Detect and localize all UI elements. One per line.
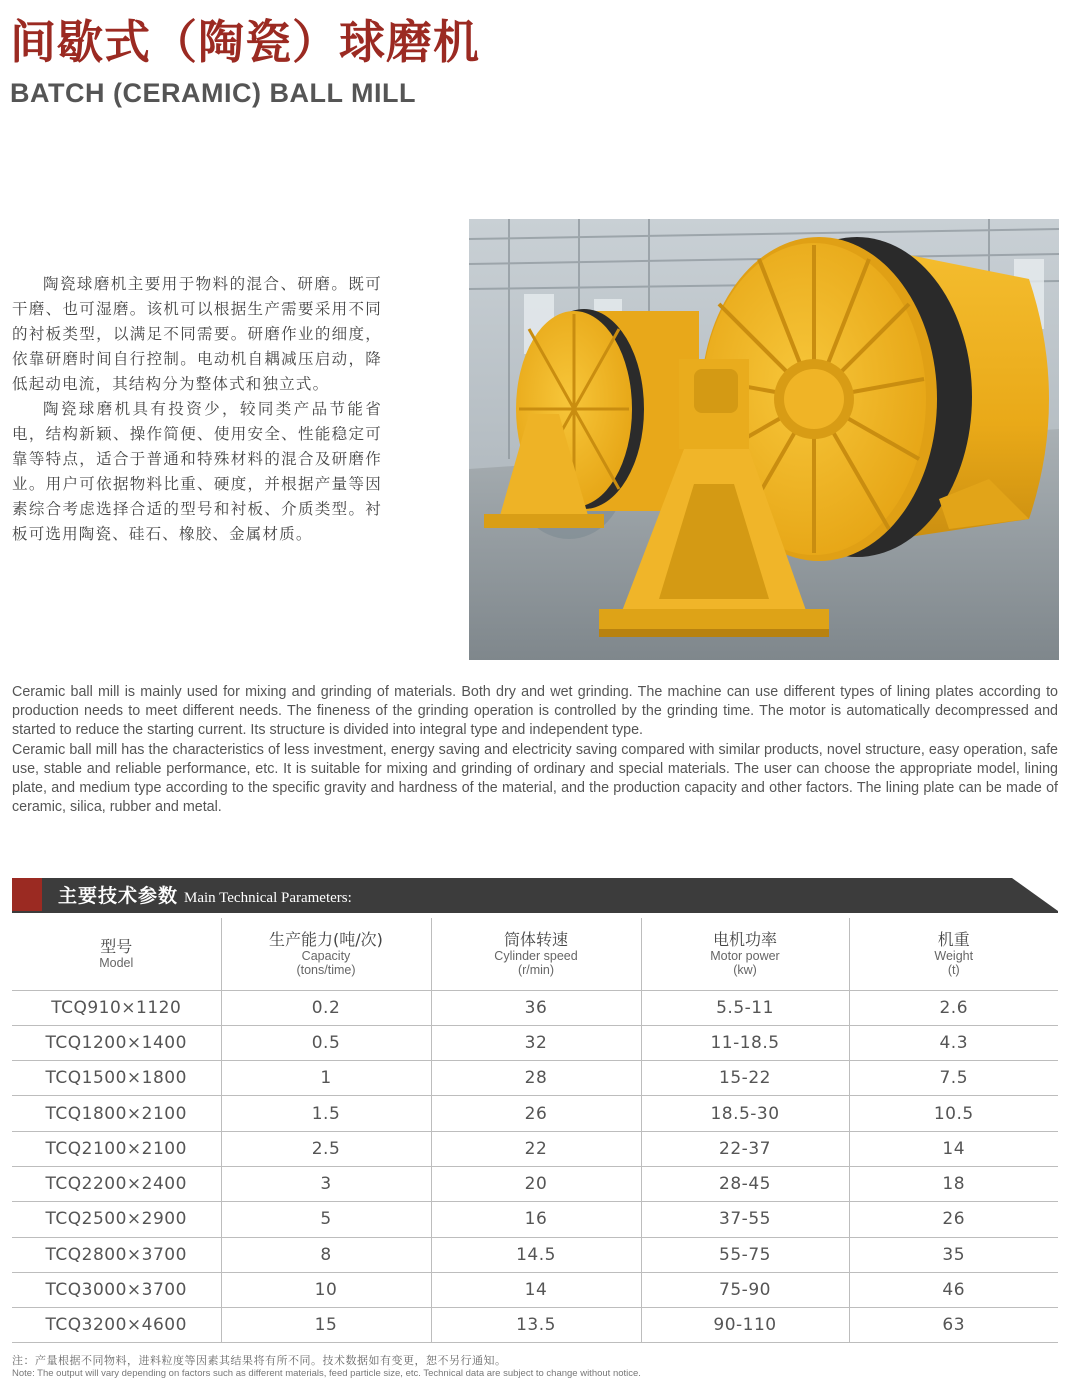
description-cn-paragraph: 陶瓷球磨机具有投资少，较同类产品节能省电，结构新颖、操作简便、使用安全、性能稳定可靠等特点，适合于普通和特殊材料的混合及研磨作业。用户可依据物料比重、硬度，并根据产量等因素综合考虑选择合适的型号和衬板、介质类型。衬板可选用陶瓷、硅石、橡胶、金属材质。	[12, 400, 382, 543]
cell-model: TCQ2500×2900	[12, 1202, 221, 1237]
cell-capacity: 1	[221, 1061, 431, 1096]
cell-speed: 32	[431, 1025, 641, 1060]
cell-model: TCQ910×1120	[12, 990, 221, 1025]
cell-power: 18.5-30	[641, 1096, 849, 1131]
cell-power: 22-37	[641, 1131, 849, 1166]
description-en	[12, 683, 1058, 817]
table-row	[12, 1166, 1058, 1201]
cell-weight: 35	[942, 1244, 966, 1265]
cell-speed: 22	[431, 1131, 641, 1166]
cell-model: TCQ3000×3700	[12, 1272, 221, 1307]
cell-weight: 14	[942, 1138, 966, 1159]
section-header	[12, 878, 1058, 914]
table-row	[12, 1308, 1058, 1343]
note-cn: 注：产量根据不同物料，进料粒度等因素其结果将有所不同。技术数据如有变更，恕不另行通知。	[12, 1354, 507, 1367]
table-row	[12, 1096, 1058, 1131]
cell-capacity: 0.2	[221, 990, 431, 1025]
header-model	[12, 918, 221, 990]
cell-model: TCQ1200×1400	[12, 1025, 221, 1060]
note-en: Note: The output will vary depending on factors such as different materials, feed particle size, etc. Technical data are subject to change without notice.	[12, 1368, 641, 1379]
cell-capacity: 5	[221, 1202, 431, 1237]
cell-power: 11-18.5	[641, 1025, 849, 1060]
cell-capacity: 8	[221, 1237, 431, 1272]
cell-weight: 2.6	[939, 997, 969, 1018]
cell-speed: 14.5	[431, 1237, 641, 1272]
cell-model: TCQ2800×3700	[12, 1237, 221, 1272]
cell-weight: 18	[942, 1174, 966, 1195]
cell-weight: 7.5	[939, 1068, 969, 1089]
table-row	[12, 1025, 1058, 1060]
header-en-unit: (kw)	[733, 963, 757, 978]
cell-weight: 4.3	[939, 1032, 969, 1053]
cell-speed: 26	[431, 1096, 641, 1131]
cell-speed: 20	[431, 1166, 641, 1201]
cell-weight: 10.5	[933, 1103, 974, 1124]
description-cn	[12, 272, 382, 547]
header-cn: 机重	[937, 930, 970, 950]
cell-capacity: 3	[221, 1166, 431, 1201]
cell-capacity: 2.5	[221, 1131, 431, 1166]
header-en-unit: (r/min)	[517, 963, 555, 978]
ball-mill-photo	[469, 219, 1059, 660]
cell-model: TCQ1800×2100	[12, 1096, 221, 1131]
header-en: Motor power	[710, 949, 780, 964]
parameters-table	[12, 918, 1058, 1343]
table-row	[12, 1237, 1058, 1272]
cell-model: TCQ2100×2100	[12, 1131, 221, 1166]
cell-power: 37-55	[641, 1202, 849, 1237]
section-title	[58, 881, 352, 911]
table-row	[12, 1202, 1058, 1237]
header-cn: 筒体转速	[503, 930, 568, 950]
cell-speed: 13.5	[431, 1308, 641, 1343]
cell-power: 5.5-11	[641, 990, 849, 1025]
header-en: Cylinder speed	[494, 949, 578, 964]
cell-speed: 36	[431, 990, 641, 1025]
cell-model: TCQ3200×4600	[12, 1308, 221, 1343]
cell-power: 55-75	[641, 1237, 849, 1272]
table-row	[12, 1272, 1058, 1307]
header-cn: 生产能力(吨/次)	[269, 930, 383, 950]
cell-capacity: 0.5	[221, 1025, 431, 1060]
header-motor-power	[641, 918, 849, 990]
cell-speed: 16	[431, 1202, 641, 1237]
cell-model: TCQ1500×1800	[12, 1061, 221, 1096]
section-title-en: Main Technical Parameters:	[184, 890, 352, 906]
cell-capacity: 1.5	[221, 1096, 431, 1131]
cell-speed: 14	[431, 1272, 641, 1307]
cell-capacity: 15	[221, 1308, 431, 1343]
description-en-paragraph: Ceramic ball mill has the characteristics of less investment, energy saving and electricity saving compared with similar products, novel structure, easy operation, safe use, stable and reliable performance, etc. It is suitable for mixing and grinding of ordinary and special materials. The user can choose the appropriate model, lining plate, and medium type according to the specific gravity and hardness of the material, and the production capacity and other factors. The lining plate can be made of ceramic, silica, rubber and metal.	[12, 741, 1058, 816]
cell-model: TCQ2200×2400	[12, 1166, 221, 1201]
table-row	[12, 990, 1058, 1025]
description-en-paragraph: Ceramic ball mill is mainly used for mixing and grinding of materials. Both dry and wet grinding. The machine can use different types of lining plates according to production needs to meet different needs. The fineness of the grinding operation is controlled by the grinding time. The motor is automatically decompressed and started to reduce the starting current. Its structure is divided into integral type and independent type.	[12, 684, 1058, 739]
page-title: 间歇式（陶瓷）球磨机	[10, 15, 480, 69]
header-en-unit: (tons/time)	[296, 963, 356, 978]
page-subtitle: BATCH (CERAMIC) BALL MILL	[10, 78, 416, 108]
header-cn: 型号	[100, 937, 133, 957]
description-cn-paragraph: 陶瓷球磨机主要用于物料的混合、研磨。既可干磨、也可湿磨。该机可以根据生产需要采用不同的衬板类型，以满足不同需要。研磨作业的细度，依靠研磨时间自行控制。电动机自耦减压启动，降低起动电流，其结构分为整体式和独立式。	[12, 275, 382, 393]
cell-capacity: 10	[221, 1272, 431, 1307]
cell-weight: 46	[942, 1280, 966, 1301]
header-cylinder-speed	[431, 918, 641, 990]
table-row	[12, 1061, 1058, 1096]
header-en: Model	[99, 956, 134, 971]
header-en: Capacity	[301, 949, 351, 964]
header-weight	[849, 918, 1058, 990]
cell-power: 75-90	[641, 1272, 849, 1307]
table-body	[12, 990, 1058, 1343]
cell-weight: 26	[942, 1209, 966, 1230]
header-capacity	[221, 918, 431, 990]
table-row	[12, 1131, 1058, 1166]
section-title-cn: 主要技术参数	[58, 885, 179, 907]
cell-weight: 63	[942, 1315, 966, 1336]
table-header-row	[12, 918, 1058, 990]
header-en: Weight	[934, 949, 974, 964]
ball-mill-illustration	[469, 219, 1059, 660]
cell-power: 90-110	[641, 1308, 849, 1343]
cell-speed: 28	[431, 1061, 641, 1096]
header-cn: 电机功率	[712, 930, 777, 950]
header-en-unit: (t)	[947, 963, 960, 978]
cell-power: 15-22	[641, 1061, 849, 1096]
cell-power: 28-45	[641, 1166, 849, 1201]
